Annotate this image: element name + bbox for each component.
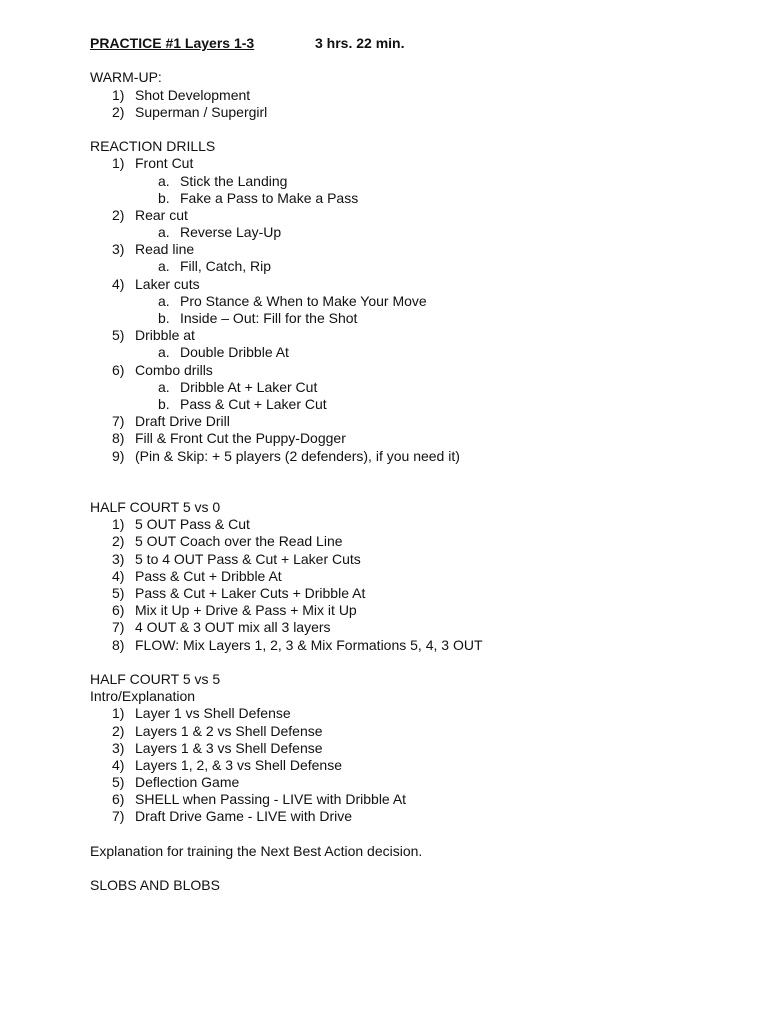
list-item xyxy=(90,723,730,740)
sub-list-item xyxy=(90,293,730,310)
list-item xyxy=(90,327,730,344)
list-item-number: a. xyxy=(158,378,170,395)
list-item-number: b. xyxy=(158,189,170,206)
list-item xyxy=(90,87,730,104)
sub-list-item xyxy=(90,173,730,190)
half-court-5v5-list xyxy=(90,705,730,825)
list-item-text: Shot Development xyxy=(135,86,251,103)
list-item-number: 9) xyxy=(112,447,125,464)
list-item-number: 2) xyxy=(112,206,125,223)
list-item-text: Layers 1, 2, & 3 vs Shell Defense xyxy=(135,756,342,773)
list-item-number: 4) xyxy=(112,567,125,584)
list-item xyxy=(90,568,730,585)
list-item-text: 5 OUT Coach over the Read Line xyxy=(135,533,343,550)
list-item xyxy=(90,705,730,722)
sub-list-item xyxy=(90,258,730,275)
list-item-number: 2) xyxy=(112,533,125,550)
sub-list-item xyxy=(90,310,730,327)
list-item-number: 6) xyxy=(112,791,125,808)
list-item-number: 5) xyxy=(112,327,125,344)
list-item xyxy=(90,637,730,654)
list-item xyxy=(90,602,730,619)
list-item-number: b. xyxy=(158,395,170,412)
list-item-number: 6) xyxy=(112,602,125,619)
list-item-text: SHELL when Passing - LIVE with Dribble At xyxy=(135,791,407,808)
document-header xyxy=(90,35,730,52)
list-item-text: Draft Drive Drill xyxy=(135,413,230,430)
reaction-drills-heading: REACTION DRILLS xyxy=(90,138,216,155)
list-item-number: 4) xyxy=(112,275,125,292)
list-item xyxy=(90,448,730,465)
list-item-text: Layers 1 & 2 vs Shell Defense xyxy=(135,722,323,739)
list-item xyxy=(90,808,730,825)
list-item-number: 1) xyxy=(112,155,125,172)
list-item-text: Combo drills xyxy=(135,361,213,378)
list-item xyxy=(90,774,730,791)
list-item-number: 5) xyxy=(112,585,125,602)
list-item xyxy=(90,207,730,224)
list-item xyxy=(90,585,730,602)
list-item-text: Fill, Catch, Rip xyxy=(180,258,272,275)
half-court-5v0-heading: HALF COURT 5 vs 0 xyxy=(90,499,221,516)
list-item-text: Read line xyxy=(135,241,195,258)
list-item-number: b. xyxy=(158,310,170,326)
list-item-number: 3) xyxy=(112,241,125,258)
list-item-text: Draft Drive Game - LIVE with Drive xyxy=(135,808,353,825)
list-item xyxy=(90,516,730,533)
list-item-number: 4) xyxy=(112,756,125,773)
list-item-text: (Pin & Skip: + 5 players (2 defenders), if you need it) xyxy=(135,447,460,464)
list-item-text: Layer 1 vs Shell Defense xyxy=(135,705,291,722)
list-item-text: Superman / Supergirl xyxy=(135,103,268,120)
list-item-text: Deflection Game xyxy=(135,774,240,791)
list-item xyxy=(90,276,730,293)
sub-list-item xyxy=(90,396,730,413)
list-item xyxy=(90,551,730,568)
sub-list-item xyxy=(90,379,730,396)
list-item-number: a. xyxy=(158,224,170,241)
practice-plan-document xyxy=(90,35,730,894)
sub-list-item xyxy=(90,344,730,361)
list-item-number: 1) xyxy=(112,705,125,722)
list-item-number: 8) xyxy=(112,430,125,447)
list-item-text: Pass & Cut + Laker Cuts + Dribble At xyxy=(135,585,366,602)
half-court-5v5-heading: HALF COURT 5 vs 5 xyxy=(90,670,221,687)
list-item-text: Reverse Lay-Up xyxy=(180,224,282,241)
slobs-blobs-heading: SLOBS AND BLOBS xyxy=(90,877,220,894)
list-item-number: 1) xyxy=(112,86,125,103)
list-item-number: a. xyxy=(158,172,170,189)
list-item-text: 4 OUT & 3 OUT mix all 3 layers xyxy=(135,619,331,636)
list-item-number: a. xyxy=(158,344,170,361)
list-item-text: Inside – Out: Fill for the Shot xyxy=(180,310,358,326)
list-item-text: 5 OUT Pass & Cut xyxy=(135,516,250,533)
list-item-text: Stick the Landing xyxy=(180,172,288,189)
list-item-number: 3) xyxy=(112,739,125,756)
warmup-list xyxy=(90,87,730,121)
list-item xyxy=(90,430,730,447)
sub-list-item xyxy=(90,224,730,241)
list-item-number: 2) xyxy=(112,103,125,120)
list-item xyxy=(90,241,730,258)
half-court-5v5-subheading: Intro/Explanation xyxy=(90,688,196,705)
list-item xyxy=(90,362,730,379)
list-item-text: Dribble at xyxy=(135,327,195,344)
list-item-text: FLOW: Mix Layers 1, 2, 3 & Mix Formations 5, 4, 3 OUT xyxy=(135,636,483,653)
list-item xyxy=(90,791,730,808)
list-item-number: 3) xyxy=(112,550,125,567)
list-item-text: Fill & Front Cut the Puppy-Dogger xyxy=(135,430,346,447)
list-item-text: 5 to 4 OUT Pass & Cut + Laker Cuts xyxy=(135,550,361,567)
list-item-text: Pass & Cut + Laker Cut xyxy=(180,395,327,412)
list-item-number: 1) xyxy=(112,516,125,533)
list-item-text: Dribble At + Laker Cut xyxy=(180,378,318,395)
list-item-number: a. xyxy=(158,258,170,275)
list-item-text: Double Dribble At xyxy=(180,344,289,361)
list-item xyxy=(90,533,730,550)
sub-list-item xyxy=(90,190,730,207)
practice-duration: 3 hrs. 22 min. xyxy=(315,35,405,51)
list-item-text: Layers 1 & 3 vs Shell Defense xyxy=(135,739,323,756)
list-item xyxy=(90,757,730,774)
list-item-number: 8) xyxy=(112,636,125,653)
list-item-text: Rear cut xyxy=(135,206,188,223)
list-item-number: 6) xyxy=(112,361,125,378)
list-item-text: Pro Stance & When to Make Your Move xyxy=(180,292,427,309)
list-item-text: Fake a Pass to Make a Pass xyxy=(180,189,359,206)
list-item-text: Mix it Up + Drive & Pass + Mix it Up xyxy=(135,602,357,619)
practice-title: PRACTICE #1 Layers 1-3 xyxy=(90,35,255,51)
half-court-5v0-list xyxy=(90,516,730,654)
list-item-number: 7) xyxy=(112,619,125,636)
list-item-number: 7) xyxy=(112,808,125,825)
explanation-text: Explanation for training the Next Best Action decision. xyxy=(90,842,423,859)
list-item xyxy=(90,413,730,430)
list-item-number: a. xyxy=(158,292,170,309)
list-item xyxy=(90,155,730,172)
list-item xyxy=(90,740,730,757)
list-item-number: 5) xyxy=(112,774,125,791)
reaction-drills-list xyxy=(90,155,730,464)
list-item xyxy=(90,104,730,121)
list-item xyxy=(90,619,730,636)
list-item-number: 7) xyxy=(112,413,125,430)
list-item-text: Laker cuts xyxy=(135,275,200,292)
list-item-text: Front Cut xyxy=(135,155,194,172)
list-item-number: 2) xyxy=(112,722,125,739)
warmup-heading: WARM-UP: xyxy=(90,69,162,86)
list-item-text: Pass & Cut + Dribble At xyxy=(135,567,282,584)
